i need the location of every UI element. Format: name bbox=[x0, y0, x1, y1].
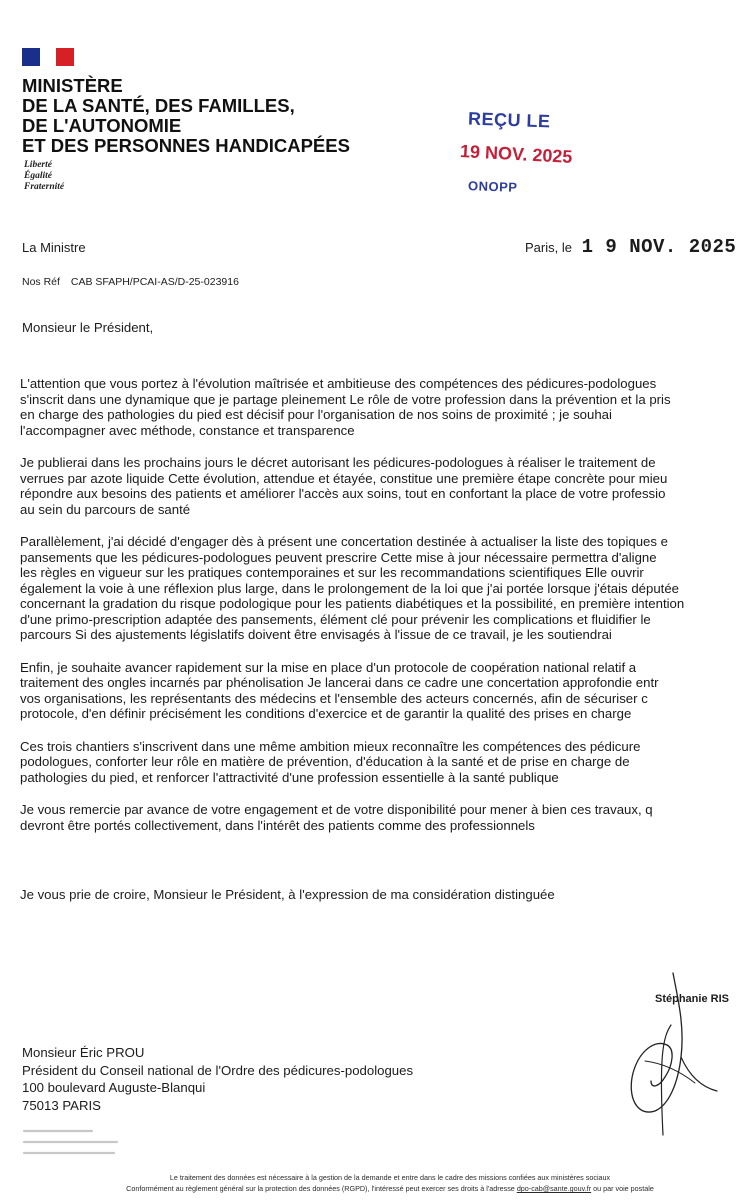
reference-value: CAB SFAPH/PCAI-AS/D-25-023916 bbox=[70, 276, 239, 288]
received-stamp-date: 19 NOV. 2025 bbox=[459, 141, 573, 167]
paragraph bbox=[20, 802, 749, 833]
illegible-faded-text bbox=[22, 1126, 132, 1160]
paragraph bbox=[20, 455, 749, 517]
footer-email-link[interactable]: dpo-cab@sante.gouv.fr bbox=[516, 1184, 592, 1193]
recipient-line: Monsieur Éric PROU bbox=[22, 1045, 145, 1060]
line: Parallèlement, j'ai décidé d'engager dès à présent une concertation destinée à actualiser la liste des topiques e bbox=[20, 534, 668, 549]
recipient-line: Président du Conseil national de l'Ordre des pédicures-podologues bbox=[22, 1062, 414, 1078]
line: vos organisations, les représentants des médecins et l'ensemble des acteurs concernés, afin de sécuriser c bbox=[20, 690, 648, 706]
line: Je vous remercie par avance de votre engagement et de votre disponibilité pour mener à bien ces travaux, q bbox=[20, 802, 653, 817]
line: s'inscrit dans une dynamique que je partage pleinement Le rôle de votre profession dans la prévention et la pris bbox=[20, 391, 671, 407]
footer-text: ou par voie postale bbox=[593, 1184, 654, 1193]
line: podologues, conforter leur rôle en matière de prévention, d'éducation à la santé et de prise en charge de bbox=[20, 754, 630, 769]
received-stamp-org: ONOPP bbox=[467, 178, 518, 195]
line: les règles en vigueur sur les pratiques contemporaines et sur les recommandations scientifiques Elle ouvrir bbox=[20, 565, 644, 580]
gdpr-footer bbox=[30, 1172, 749, 1194]
paragraph bbox=[20, 534, 749, 643]
line: protocole, d'en définir précisément les conditions d'exercice et de garantir la qualité des prises en charge bbox=[20, 706, 632, 721]
line: L'attention que vous portez à l'évolution maîtrisée et ambitieuse des compétences des pédicures-podologues bbox=[20, 376, 657, 391]
ministry-line: ET DES PERSONNES HANDICAPÉES bbox=[22, 135, 350, 156]
devise bbox=[24, 160, 64, 193]
line: au sein du parcours de santé bbox=[20, 501, 191, 517]
date-value: 1 9 NOV. 2025 bbox=[581, 236, 737, 258]
line: d'une primo-prescription adaptée des pansements, élément clé pour prévenir les complications et fluidifier le bbox=[20, 611, 651, 627]
line: parcours Si des ajustements législatifs doivent être envisagés à l'issue de ce travail, je les soutiendrai bbox=[20, 627, 612, 642]
line: également la voie à une réflexion plus large, dans le prolongement de la loi que j'ai portée lorsque j'étais députée bbox=[20, 580, 679, 596]
reference bbox=[22, 276, 239, 288]
reference-label: Nos Réf bbox=[22, 276, 60, 288]
ministry-name bbox=[22, 76, 402, 156]
footer-line bbox=[30, 1183, 749, 1194]
flag-red-stripe bbox=[56, 48, 74, 66]
devise-line: Fraternité bbox=[24, 182, 65, 192]
paragraph bbox=[20, 660, 749, 722]
line: en charge des pathologies du pied est décisif pour l'organisation de nos soins de proximité ; je souhai bbox=[20, 407, 612, 422]
ministry-line: DE L'AUTONOMIE bbox=[22, 115, 182, 136]
handwritten-signature bbox=[615, 965, 725, 1140]
line: verrues par azote liquide Cette évolution, attendue et étayée, constitue une première étape concrète pour mieu bbox=[20, 470, 668, 486]
republique-francaise-flag-logo bbox=[22, 48, 74, 66]
recipient-address bbox=[22, 1044, 413, 1114]
line: pansements que les pédicures-podologues peuvent prescrire Cette mise à jour nécessaire permettra d'aligne bbox=[20, 549, 657, 565]
line: pathologies du pied, et renforcer l'attractivité d'une profession essentielle à la santé publique bbox=[20, 769, 559, 785]
paragraph bbox=[20, 376, 749, 438]
devise-line: Égalité bbox=[24, 171, 52, 181]
ministry-line: MINISTÈRE bbox=[22, 75, 123, 96]
footer-text: Conformément au règlement général sur la protection des données (RGPD), l'intéressé peut exercer ses droits à l'adresse bbox=[126, 1184, 515, 1193]
recipient-line: 100 boulevard Auguste-Blanqui bbox=[22, 1080, 206, 1095]
line: l'accompagner avec méthode, constance et transparence bbox=[20, 422, 355, 438]
line: concernant la gradation du risque podologique pour les patients diabétiques et la possibilité, en première intention bbox=[20, 596, 685, 611]
flag-blue-stripe bbox=[22, 48, 40, 66]
place-label: Paris, le bbox=[525, 240, 572, 255]
received-stamp-label: REÇU LE bbox=[467, 108, 551, 132]
closing-formula: Je vous prie de croire, Monsieur le Président, à l'expression de ma considération distinguée bbox=[20, 887, 555, 902]
letter-body bbox=[20, 376, 749, 850]
salutation: Monsieur le Président, bbox=[22, 320, 154, 335]
signatory-name: Stéphanie RIS bbox=[655, 993, 729, 1005]
letter-date bbox=[525, 236, 736, 258]
line: Ces trois chantiers s'inscrivent dans une même ambition mieux reconnaître les compétences des pédicure bbox=[20, 738, 641, 754]
line: Je publierai dans les prochains jours le décret autorisant les pédicures-podologues à réaliser le traitement de bbox=[20, 455, 656, 470]
devise-line: Liberté bbox=[24, 160, 52, 170]
recipient-line: 75013 PARIS bbox=[22, 1097, 101, 1113]
ministry-line: DE LA SANTÉ, DES FAMILLES, bbox=[22, 95, 295, 116]
line: devront être portés collectivement, dans l'intérêt des patients comme des professionnels bbox=[20, 817, 535, 833]
paragraph bbox=[20, 739, 749, 786]
line: traitement des ongles incarnés par phénolisation Je lancerai dans ce cadre une concertation approfondie entr bbox=[20, 675, 659, 690]
line: répondre aux besoins des patients et améliorer l'accès aux soins, tout en confortant la place de votre professio bbox=[20, 486, 666, 501]
sender-title: La Ministre bbox=[22, 240, 86, 255]
line: Enfin, je souhaite avancer rapidement sur la mise en place d'un protocole de coopération national relatif a bbox=[20, 659, 637, 675]
flag-white-stripe bbox=[40, 48, 56, 66]
footer-line: Le traitement des données est nécessaire à la gestion de la demande et entre dans le cadre des missions confiées aux ministères sociaux bbox=[169, 1173, 611, 1182]
